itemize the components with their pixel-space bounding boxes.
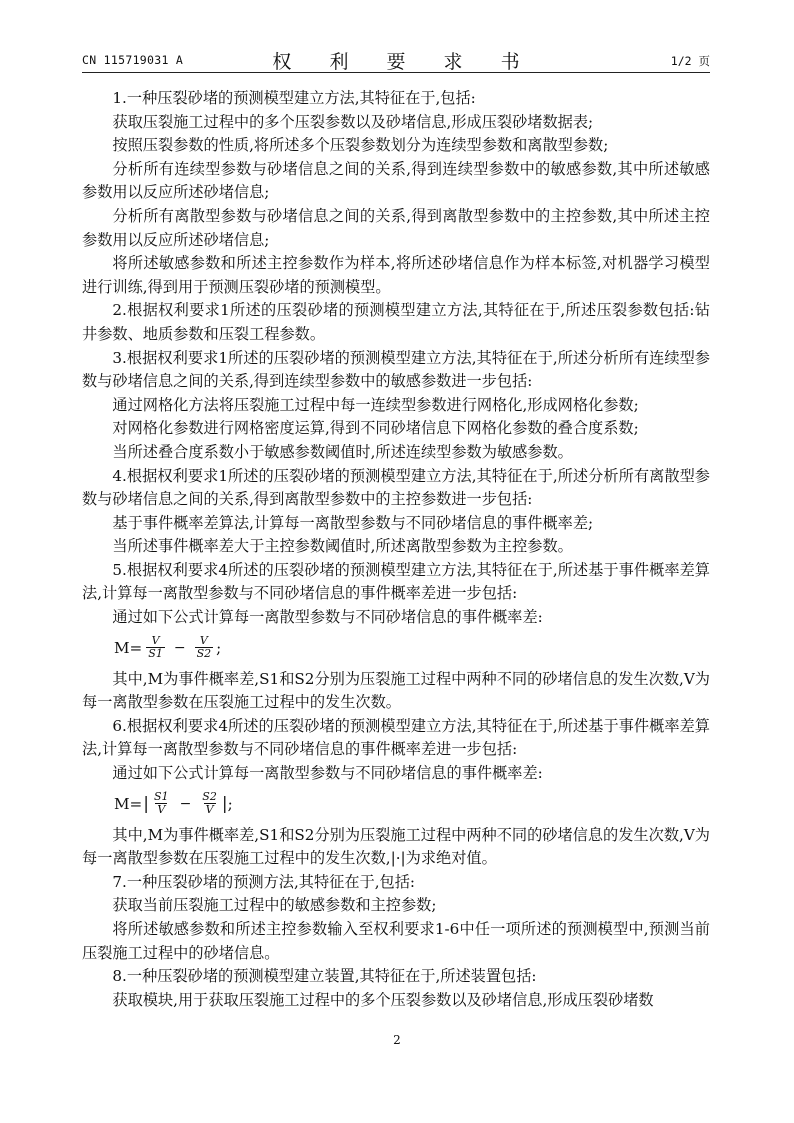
page-number: 2 xyxy=(393,1033,401,1047)
claim-6-formula-lead: 通过如下公式计算每一离散型参数与不同砂堵信息的事件概率差: xyxy=(112,764,543,783)
formula-2-b-numerator: S2 xyxy=(202,790,217,804)
claim-2: 2.根据权利要求1所述的压裂砂堵的预测模型建立方法,其特征在于,所述压裂参数包括:钻井参数、地质参数和压裂工程参数。 xyxy=(82,301,710,343)
claim-4-intro: 4.根据权利要求1所述的压裂砂堵的预测模型建立方法,其特征在于,所述分析所有离散型参数与砂堵信息之间的关系,得到离散型参数中的主控参数进一步包括: xyxy=(82,466,710,509)
formula-2-a-numerator: S1 xyxy=(154,790,169,804)
claims-body xyxy=(82,87,710,1012)
claim-1-step-1: 获取压裂施工过程中的多个压裂参数以及砂堵信息,形成压裂砂堵数据表; xyxy=(112,112,594,131)
claim-7-intro: 7.一种压裂砂堵的预测方法,其特征在于,包括: xyxy=(112,872,416,891)
claim-5-formula-lead: 通过如下公式计算每一离散型参数与不同砂堵信息的事件概率差: xyxy=(112,608,543,627)
formula-1-fraction-b xyxy=(195,635,214,660)
formula-2-operator: − xyxy=(179,795,192,812)
claim-1-step-3: 分析所有连续型参数与砂堵信息之间的关系,得到连续型参数中的敏感参数,其中所述敏感参数用以反应所述砂堵信息; xyxy=(82,159,710,202)
formula-1-a-numerator: V xyxy=(151,634,160,648)
formula-1-a-denominator: S1 xyxy=(148,647,163,661)
page-header xyxy=(82,47,710,71)
claim-1-step-4: 分析所有离散型参数与砂堵信息之间的关系,得到离散型参数中的主控参数,其中所述主控参数用以反应所述砂堵信息; xyxy=(82,206,710,249)
claim-6-intro: 6.根据权利要求4所述的压裂砂堵的预测模型建立方法,其特征在于,所述基于事件概率差算法,计算每一离散型参数与不同砂堵信息的事件概率差进一步包括: xyxy=(82,716,710,759)
formula-event-probability-1 xyxy=(82,632,710,664)
formula-2-b-denominator: V xyxy=(205,803,214,817)
formula-1-tail: ; xyxy=(216,638,222,657)
formula-2-tail: ; xyxy=(227,794,233,813)
claim-1-step-2: 按照压裂参数的性质,将所述多个压裂参数划分为连续型参数和离散型参数; xyxy=(112,136,609,155)
formula-1-fraction-a xyxy=(146,635,165,660)
formula-2-a-denominator: V xyxy=(157,803,166,817)
formula-event-probability-2 xyxy=(82,788,710,820)
formula-1-b-numerator: V xyxy=(199,634,208,648)
formula-2-fraction-a xyxy=(152,791,171,816)
formula-1-b-denominator: S2 xyxy=(196,647,212,661)
claim-6-explanation: 其中,M为事件概率差,S1和S2分别为压裂施工过程中两种不同的砂堵信息的发生次数,V为每一离散型参数在压裂施工过程中的发生次数,|·|为求绝对值。 xyxy=(82,825,710,868)
formula-2-abs-open: | xyxy=(143,793,150,814)
claim-1-intro: 1.一种压裂砂堵的预测模型建立方法,其特征在于,包括: xyxy=(112,89,476,107)
claim-3-step-3: 当所述叠合度系数小于敏感参数阈值时,所述连续型参数为敏感参数。 xyxy=(112,442,573,461)
claim-3-step-1: 通过网格化方法将压裂施工过程中每一连续型参数进行网格化,形成网格化参数; xyxy=(112,395,639,414)
formula-1-lead: M= xyxy=(114,638,143,657)
formula-2-lead: M= xyxy=(114,794,143,813)
claim-8-step-1: 获取模块,用于获取压裂施工过程中的多个压裂参数以及砂堵信息,形成压裂砂堵数 xyxy=(112,990,654,1009)
claim-7-step-2: 将所述敏感参数和所述主控参数输入至权利要求1-6中任一项所述的预测模型中,预测当前压裂施工过程中的砂堵信息。 xyxy=(82,920,710,962)
document-number: CN 115719031 A xyxy=(82,53,184,67)
formula-2-abs-close: | xyxy=(221,793,228,814)
claim-8-intro: 8.一种压裂砂堵的预测模型建立装置,其特征在于,所述装置包括: xyxy=(112,967,537,986)
header-rule xyxy=(82,72,710,73)
claim-5-intro: 5.根据权利要求4所述的压裂砂堵的预测模型建立方法,其特征在于,所述基于事件概率差算法,计算每一离散型参数与不同砂堵信息的事件概率差进一步包括: xyxy=(82,560,710,603)
formula-2-fraction-b xyxy=(200,791,219,816)
claim-4-step-1: 基于事件概率差算法,计算每一离散型参数与不同砂堵信息的事件概率差; xyxy=(112,513,594,532)
claim-1-step-5: 将所述敏感参数和所述主控参数作为样本,将所述砂堵信息作为样本标签,对机器学习模型进行训练,得到用于预测压裂砂堵的预测模型。 xyxy=(82,254,710,296)
formula-1-operator: − xyxy=(173,639,186,656)
page-info: 1/2 页 xyxy=(670,54,710,68)
claim-3-intro: 3.根据权利要求1所述的压裂砂堵的预测模型建立方法,其特征在于,所述分析所有连续型参数与砂堵信息之间的关系,得到连续型参数中的敏感参数进一步包括: xyxy=(82,348,710,391)
document-title: 权 利 要 求 书 xyxy=(272,51,536,73)
claim-4-step-2: 当所述事件概率差大于主控参数阈值时,所述离散型参数为主控参数。 xyxy=(112,537,573,556)
claim-7-step-1: 获取当前压裂施工过程中的敏感参数和主控参数; xyxy=(112,896,437,915)
claim-3-step-2: 对网格化参数进行网格密度运算,得到不同砂堵信息下网格化参数的叠合度系数; xyxy=(112,419,639,438)
claim-5-explanation: 其中,M为事件概率差,S1和S2分别为压裂施工过程中两种不同的砂堵信息的发生次数,V为每一离散型参数在压裂施工过程中的发生次数。 xyxy=(82,669,710,712)
